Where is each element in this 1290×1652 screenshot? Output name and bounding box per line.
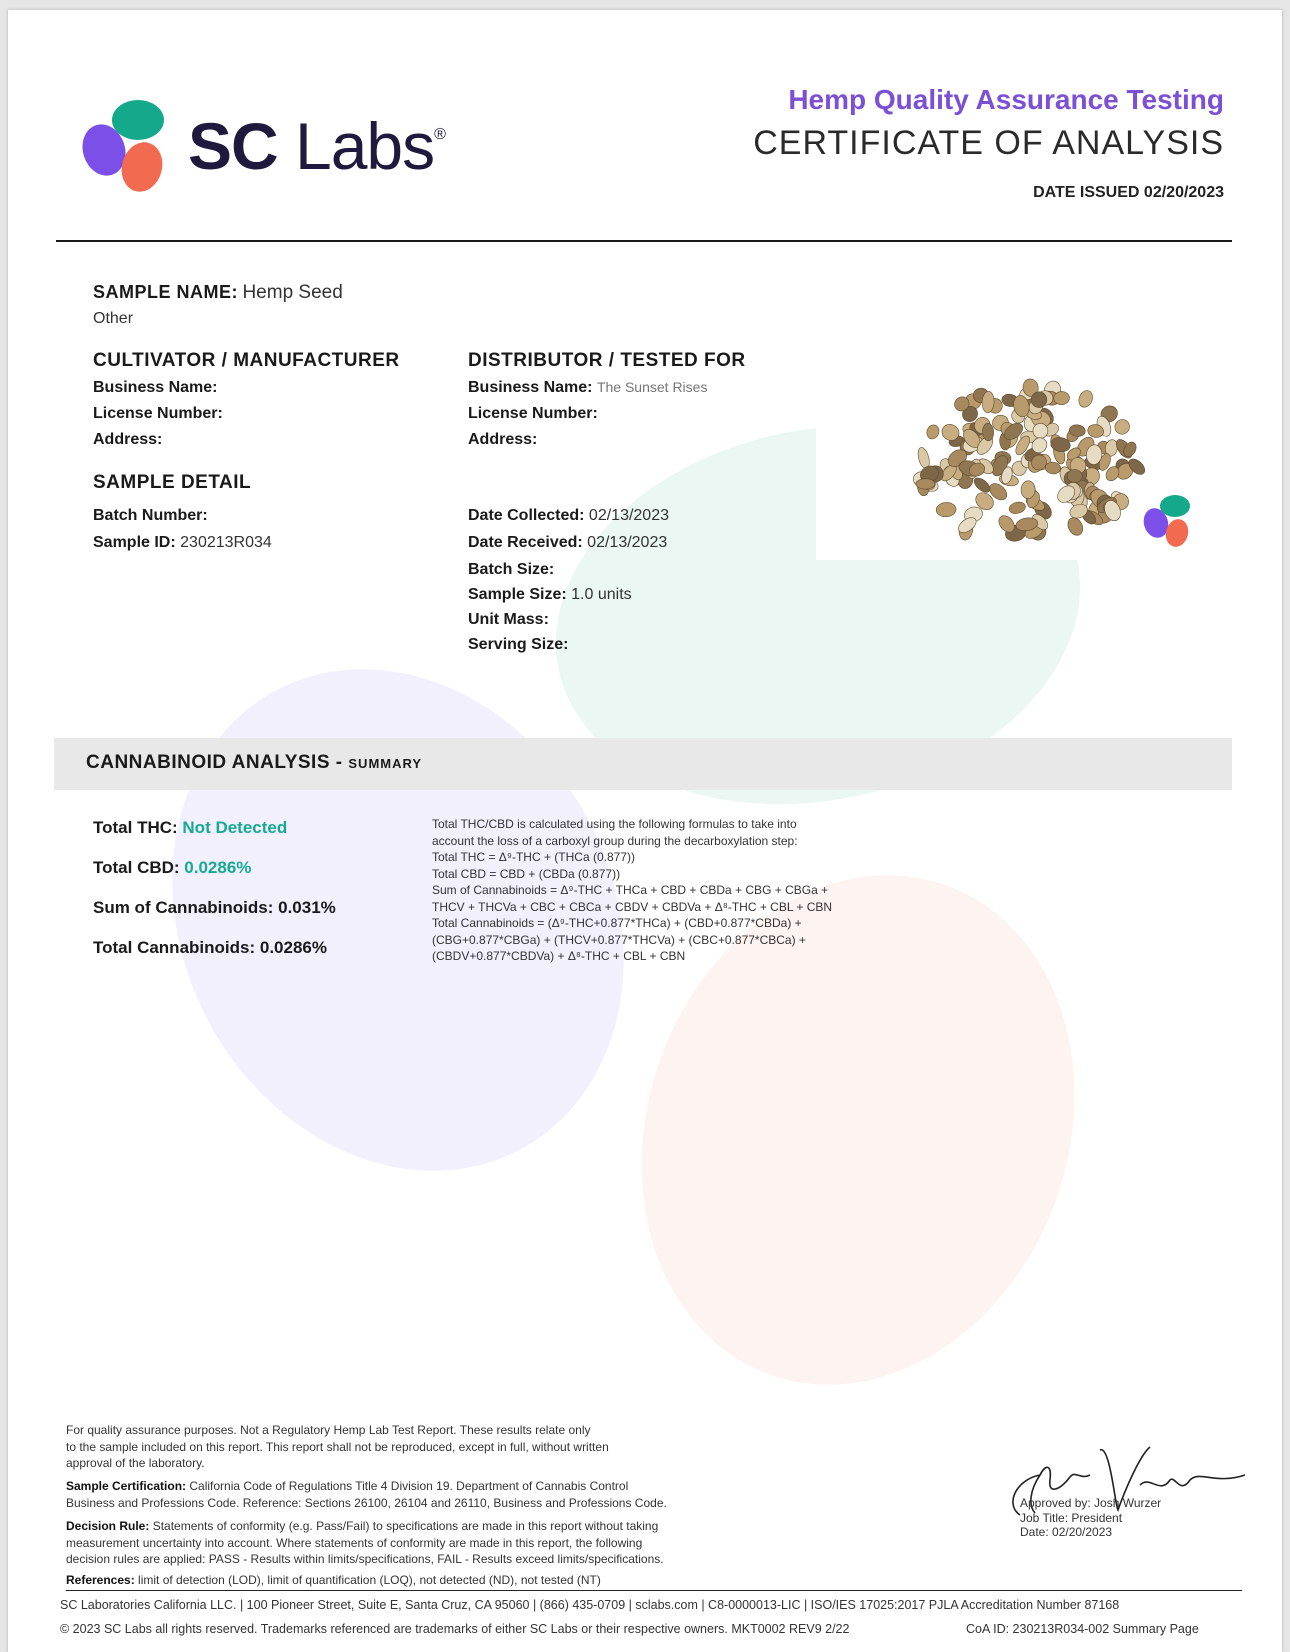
hemp-seed: [972, 475, 993, 495]
cannabinoid-analysis-header: [54, 738, 1232, 790]
signature-block: [1020, 1496, 1161, 1540]
header-divider: [56, 240, 1232, 242]
formula-line: (CBG+0.877*CBGa) + (THCV+0.877*THCVa) + (CBC+0.877*CBCa) +: [432, 932, 806, 947]
distributor-business: Business Name: The Sunset Rises: [468, 379, 708, 396]
formula-line: Total Cannabinoids = (Δ⁹-THC+0.877*THCa) + (CBD+0.877*CBDa) +: [432, 916, 802, 930]
sample-id: Sample ID: 230213R034: [93, 534, 272, 551]
formula-line: Total CBD = CBD + (CBDa (0.877)): [432, 866, 621, 881]
cultivator-license-label: License Number:: [93, 405, 223, 422]
cannabinoid-analysis-title: CANNABINOID ANALYSIS - SUMMARY: [86, 752, 423, 773]
formula-line: (CBDV+0.877*CBDVa) + Δ⁸-THC + CBL + CBN: [432, 949, 686, 963]
hemp-seed: [916, 479, 935, 489]
sample-photo: [908, 370, 1148, 560]
cultivator-business-label: Business Name:: [93, 379, 218, 396]
footer-divider: [66, 1590, 1242, 1591]
total-cannabinoids: Total Cannabinoids: 0.0286%: [93, 938, 327, 957]
hemp-seed: [936, 502, 957, 518]
unit-mass-label: Unit Mass:: [468, 611, 549, 628]
sum-of-cannabinoids: Sum of Cannabinoids: 0.031%: [93, 898, 336, 917]
certificate-page: [8, 10, 1282, 1652]
cultivator-heading: CULTIVATOR / MANUFACTURER: [93, 350, 400, 371]
formula-line: THCV + THCVa + CBC + CBCa + CBDV + CBDVa + Δ⁸-THC + CBL + CBN: [432, 899, 833, 914]
formula-notes: [432, 816, 872, 965]
sample-size: Sample Size: 1.0 units: [468, 586, 632, 603]
batch-number-label: Batch Number:: [93, 507, 208, 524]
formula-line: account the loss of a carboxyl group during the decarboxylation step:: [432, 833, 798, 848]
lab-address-line: SC Laboratories California LLC. | 100 Pioneer Street, Suite E, Santa Cruz, CA 95060 | (866) 435-0709 | sclabs.com | C8-0000013-LIC | ISO/IES 17025:2017 PJLA Accreditation Number 87168: [60, 1598, 1120, 1612]
distributor-address-label: Address:: [468, 431, 538, 448]
small-logo-green: [1160, 495, 1190, 517]
formula-line: Total THC = Δ⁹-THC + (THCa (0.877)): [432, 850, 635, 864]
header-subtitle: Hemp Quality Assurance Testing: [788, 84, 1224, 115]
decision-rule: Decision Rule: Statements of conformity (e.g. Pass/Fail) to specifications are made in this report without taking measurement uncertainty into account. Where statements of conformity are made in this report, the following decision rules are applied: PASS - Results within limits/specifications, FAIL - Results exceed limits/specifications.: [66, 1519, 664, 1566]
qa-disclaimer: For quality assurance purposes. Not a Regulatory Hemp Lab Test Report. These results relate only to the sample included on this report. This report shall not be reproduced, except in full, without written approval of the laboratory.: [66, 1423, 609, 1470]
cultivator-address-label: Address:: [93, 431, 163, 448]
sample-name: SAMPLE NAME: Hemp Seed: [93, 282, 343, 303]
formula-line: Total THC/CBD is calculated using the following formulas to take into: [432, 817, 797, 831]
date-issued: DATE ISSUED 02/20/2023: [1033, 184, 1224, 201]
header-title: CERTIFICATE OF ANALYSIS: [753, 124, 1224, 162]
sample-detail-heading: SAMPLE DETAIL: [93, 472, 252, 493]
logo-dot-green: [112, 100, 164, 140]
approved-by: Approved by: Josh Wurzer: [1020, 1496, 1162, 1510]
references: References: limit of detection (LOD), limit of quantification (LOQ), not detected (ND), not tested (NT): [66, 1573, 601, 1587]
total-cbd: Total CBD: 0.0286%: [93, 858, 252, 877]
coa-id: CoA ID: 230213R034-002 Summary Page: [966, 1622, 1199, 1636]
hemp-seed: [1076, 388, 1095, 409]
hemp-seed: [1067, 469, 1083, 483]
brand-wordmark: SC Labs®: [188, 109, 445, 183]
copyright-line: © 2023 SC Labs all rights reserved. Trademarks referenced are trademarks of either SC Labs or their respective owners. MKT0002 REV9 2/22: [60, 1622, 850, 1636]
serving-size-label: Serving Size:: [468, 636, 569, 653]
formula-line: Sum of Cannabinoids = Δ⁹-THC + THCa + CBD + CBDa + CBG + CBGa +: [432, 883, 829, 897]
signature-date: Date: 02/20/2023: [1020, 1525, 1113, 1539]
distributor-license-label: License Number:: [468, 405, 598, 422]
total-thc: Total THC: Not Detected: [93, 818, 288, 837]
hemp-seed: [1008, 500, 1027, 515]
sample-certification: Sample Certification: California Code of Regulations Title 4 Division 19. Department of Cannabis Control Business and Professions Code. Reference: Sections 26100, 26104 and 26110, Business and Professions Code.: [66, 1479, 667, 1510]
sample-category: Other: [93, 310, 134, 327]
distributor-heading: DISTRIBUTOR / TESTED FOR: [468, 350, 746, 371]
batch-size-label: Batch Size:: [468, 561, 555, 578]
date-received: Date Received: 02/13/2023: [468, 534, 668, 551]
date-issued-label: DATE ISSUED: [1033, 184, 1140, 201]
hemp-seed: [1112, 417, 1133, 438]
date-collected: Date Collected: 02/13/2023: [468, 507, 669, 524]
hemp-seed: [1065, 515, 1086, 538]
hemp-seed: [925, 423, 941, 440]
job-title: Job Title: President: [1020, 1510, 1123, 1525]
